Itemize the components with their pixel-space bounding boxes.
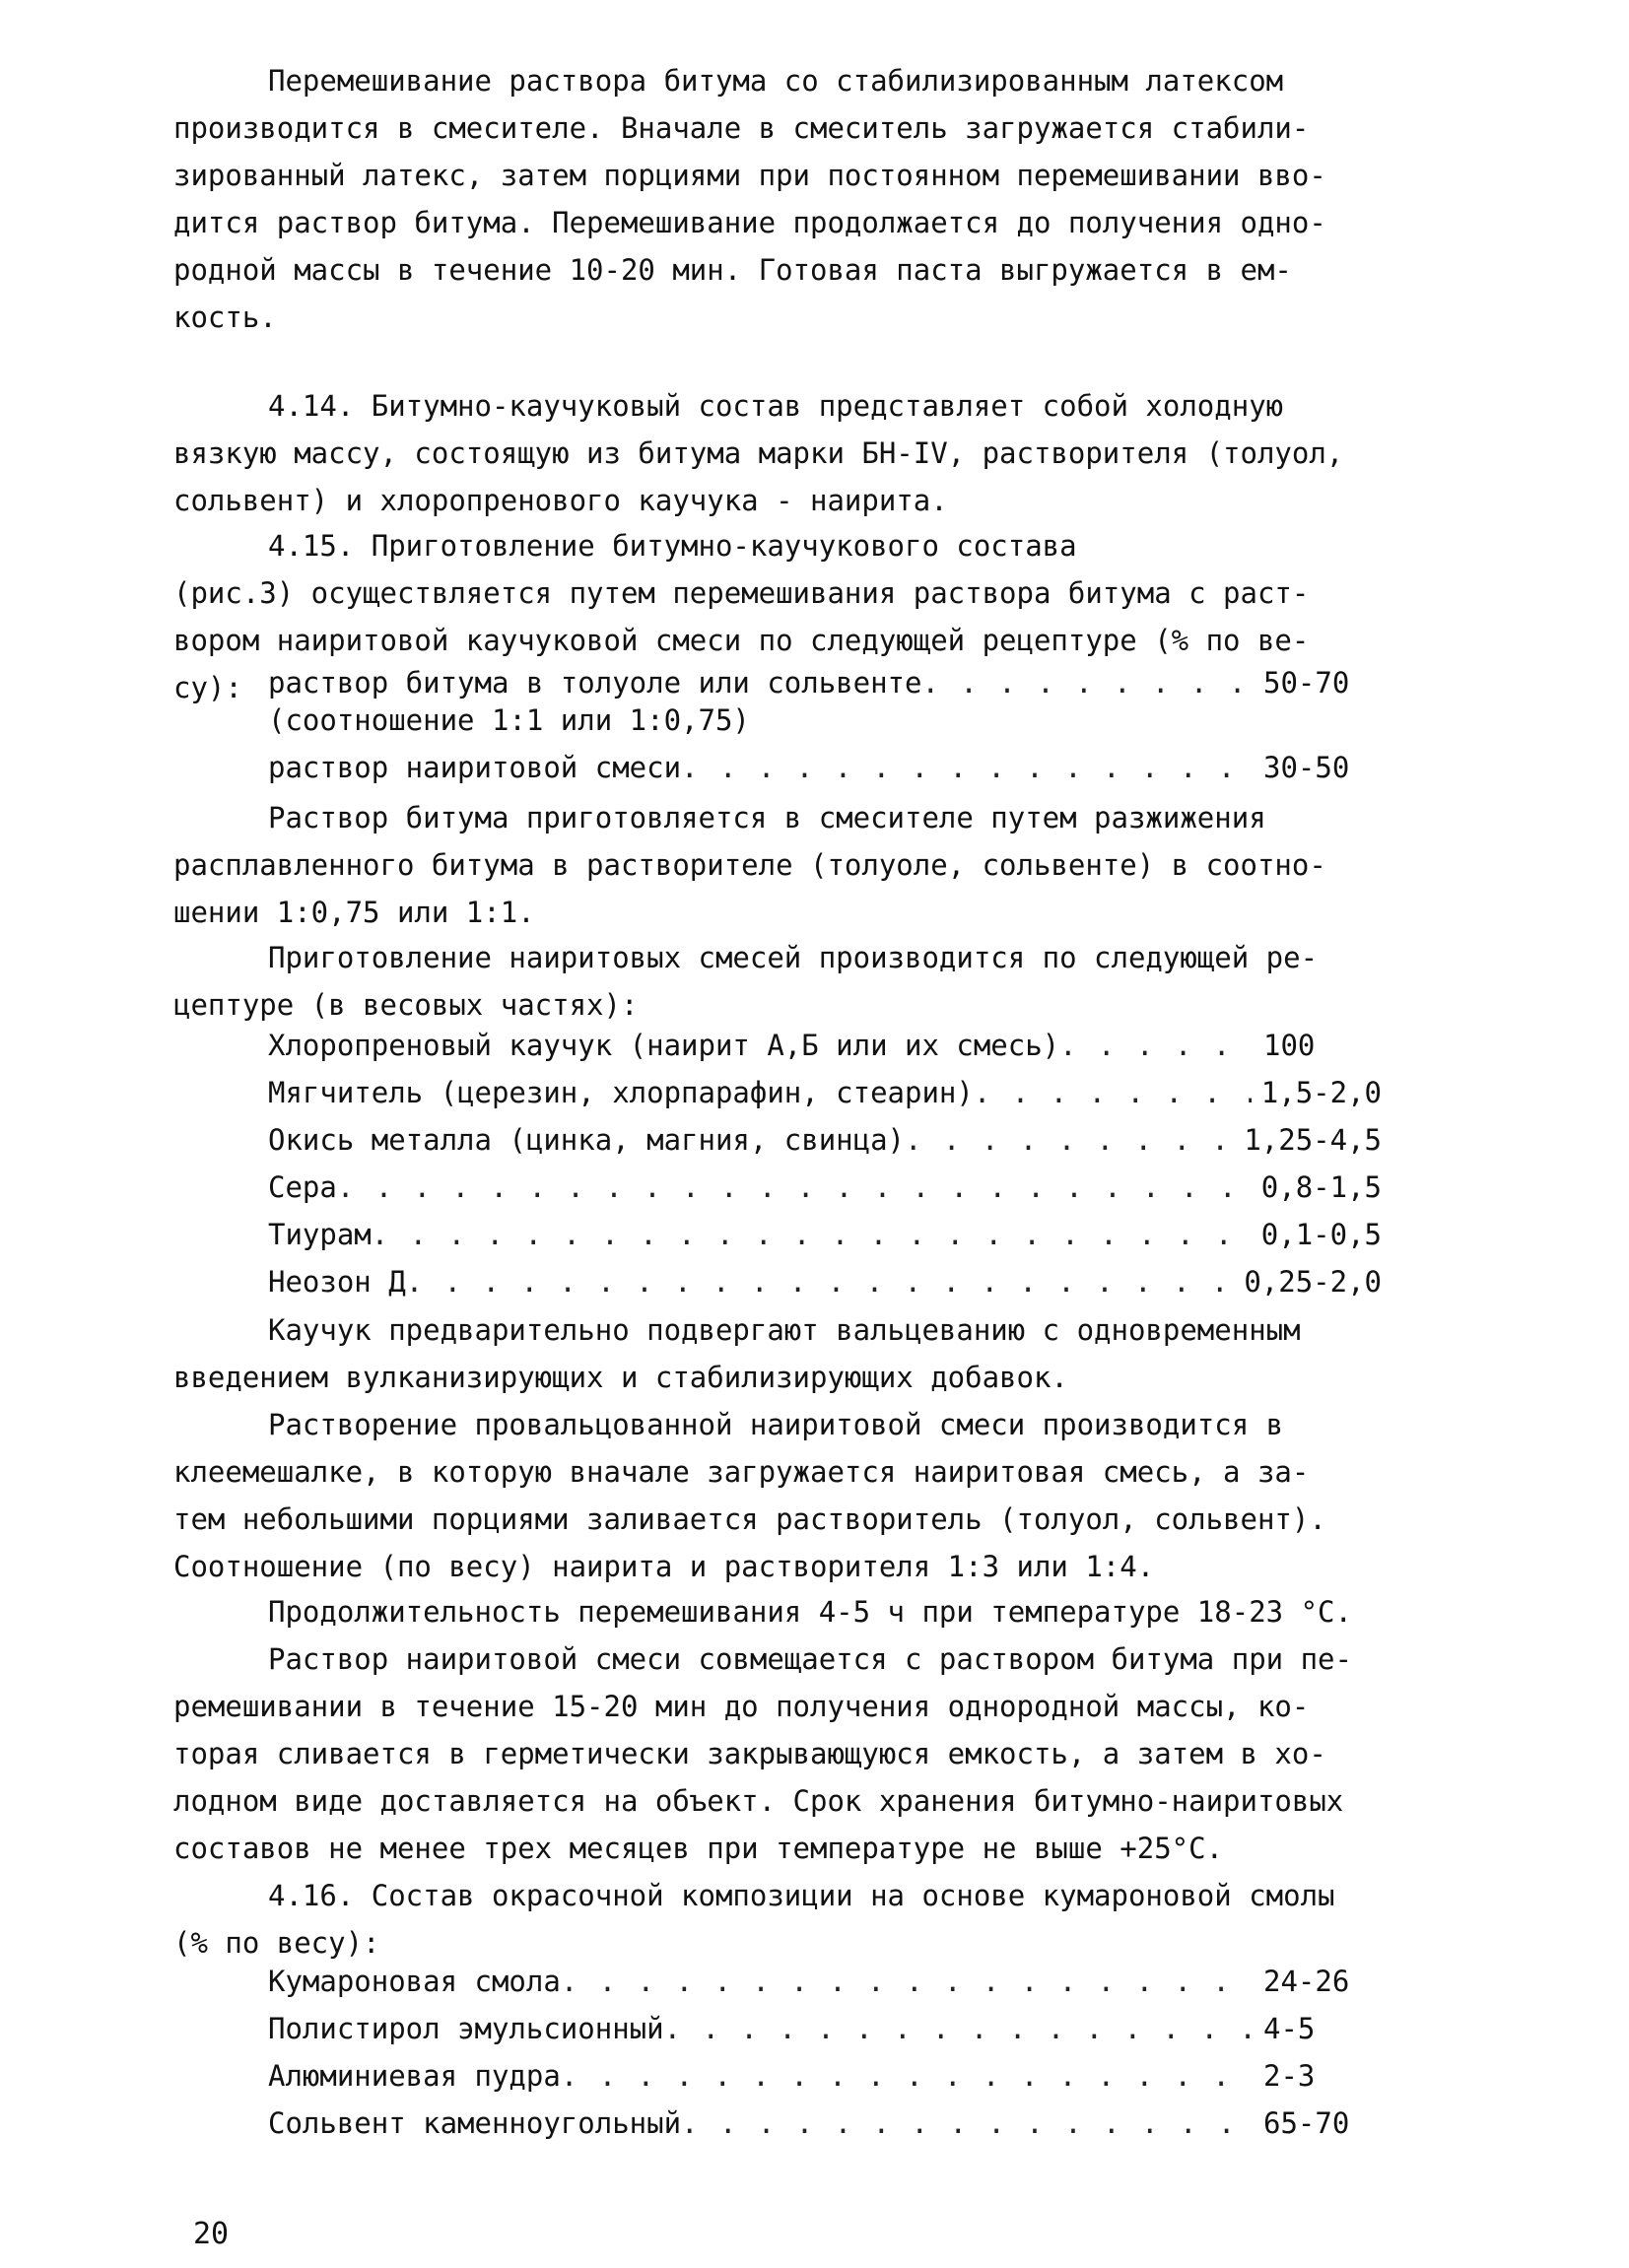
recipe-row-metal-oxide — [268, 1123, 1382, 1163]
text-line: 4.15. Приготовление битумно-каучукового состава — [268, 529, 1077, 563]
recipe-row-aluminum-powder — [268, 2059, 1382, 2099]
leader-dots — [664, 2012, 1254, 2045]
text-line: дится раствор битума. Перемешивание продолжается до получения одно- — [173, 206, 1326, 239]
leader-dots — [905, 1123, 1234, 1157]
recipe-value: 50-70 — [1263, 666, 1350, 700]
text-line: сольвент) и хлоропренового каучука - наирита. — [173, 484, 948, 517]
text-line: вором наиритовой каучуковой смеси по следующей рецептуре (% по ве- — [173, 624, 1310, 657]
nairit-prep-paragraph — [173, 934, 1484, 1029]
leader-dots — [372, 1218, 1252, 1251]
text-line: су): — [173, 671, 242, 704]
recipe-label: Полистирол эмульсионный — [268, 2012, 664, 2045]
rolling-paragraph — [173, 1306, 1484, 1401]
text-line: введением вулканизирующих и стабилизирующих добавок. — [173, 1361, 1068, 1394]
text-line: составов не менее трех месяцев при температуре не выше +25°С. — [173, 1832, 1224, 1865]
text-line: вязкую массу, состоящую из битума марки БН-IV, растворителя (толуол, — [173, 436, 1344, 470]
leader-dots — [974, 1076, 1252, 1109]
recipe-value: 30-50 — [1263, 751, 1350, 784]
recipe-row-sulfur — [268, 1170, 1382, 1210]
text-line: Каучук предварительно подвергают вальцеванию с одновременным — [268, 1313, 1301, 1347]
recipe-value: 65-70 — [1263, 2106, 1350, 2140]
text-line: ремешивании в течение 15-20 мин до получения однородной массы, ко- — [173, 1690, 1310, 1723]
ratio-note: (соотношение 1:1 или 1:0,75) — [268, 703, 750, 737]
recipe-row-bitumen-solution — [268, 666, 1382, 705]
intro-paragraph — [173, 57, 1484, 341]
leader-dots — [406, 1265, 1235, 1299]
recipe-value: 0,25-2,0 — [1244, 1265, 1382, 1299]
page-number: 20 — [193, 2217, 230, 2251]
recipe-label: Неозон Д — [268, 1265, 406, 1299]
recipe-row-coumarone-resin — [268, 1965, 1382, 2004]
leader-dots — [681, 2106, 1254, 2140]
section-4-14-paragraph — [173, 382, 1484, 524]
recipe-row-coal-solvent — [268, 2106, 1382, 2146]
text-line: зированный латекс, затем порциями при постоянном перемешивании вво- — [173, 159, 1326, 192]
text-line: расплавленного битума в растворителе (толуоле, сольвенте) в соотно- — [173, 848, 1326, 882]
text-line: Растворение провальцованной наиритовой смеси производится в — [268, 1408, 1284, 1441]
text-line: Раствор битума приготовляется в смесителе путем разжижения — [268, 801, 1266, 834]
recipe-row-thiuram — [268, 1218, 1382, 1257]
text-line: Соотношение (по весу) наирита и растворителя 1:3 или 1:4. — [173, 1550, 1155, 1583]
text-line: кость. — [173, 300, 277, 334]
recipe-value: 4-5 — [1263, 2012, 1316, 2045]
text-line: торая сливается в герметически закрывающуюся емкость, а затем в хо- — [173, 1737, 1326, 1770]
leader-dots — [681, 751, 1254, 784]
text-line: 4.14. Битумно-каучуковый состав представляет собой холодную — [268, 389, 1284, 423]
recipe-value: 24-26 — [1263, 1965, 1350, 1998]
text-line: производится в смесителе. Вначале в смеситель загружается стабили- — [173, 111, 1310, 145]
text-line: родной массы в течение 10-20 мин. Готовая паста выгружается в ем- — [173, 253, 1292, 287]
text-line: (% по весу): — [173, 1926, 380, 1960]
dissolving-paragraph — [173, 1401, 1484, 1590]
recipe-label: Сольвент каменноугольный — [268, 2106, 682, 2140]
text-line: Раствор наиритовой смеси совмещается с раствором битума при пе- — [268, 1642, 1352, 1676]
leader-dots — [921, 666, 1254, 700]
text-line: 4.16. Состав окрасочной композиции на основе кумароновой смолы — [268, 1879, 1335, 1912]
recipe-label: раствор битума в толуоле или сольвенте — [268, 666, 922, 700]
text-line: Приготовление наиритовых смесей производится по следующей ре- — [268, 941, 1319, 974]
recipe-row-softener — [268, 1076, 1382, 1115]
recipe-label: Тиурам — [268, 1218, 372, 1251]
text-line: (рис.3) осуществляется путем перемешивания раствора битума с раст- — [173, 576, 1310, 610]
leader-dots — [561, 2059, 1254, 2093]
text-line: тем небольшими порциями заливается растворитель (толуол, сольвент). — [173, 1502, 1326, 1536]
recipe-label: Окись металла (цинка, магния, свинца) — [268, 1123, 906, 1157]
recipe-value: 2-3 — [1263, 2059, 1316, 2093]
text-line: цептуре (в весовых частях): — [173, 988, 639, 1022]
recipe-label: Хлоропреновый каучук (наирит А,Б или их смесь) — [268, 1029, 1060, 1062]
recipe-row-chloroprene — [268, 1029, 1382, 1068]
recipe-label: Мягчитель (церезин, хлорпарафин, стеарин) — [268, 1076, 974, 1109]
duration-paragraph — [173, 1588, 1484, 1635]
leader-dots — [561, 1965, 1254, 1998]
bitumen-solution-paragraph — [173, 794, 1484, 936]
text-line: Перемешивание раствора битума со стабилизированным латексом — [268, 64, 1284, 98]
recipe-value: 1,5-2,0 — [1260, 1076, 1382, 1109]
text-line: шении 1:0,75 или 1:1. — [173, 896, 535, 929]
recipe-row-nairit-solution — [268, 751, 1382, 790]
text-line: Продолжительность перемешивания 4-5 ч при температуре 18-23 °С. — [268, 1595, 1352, 1629]
recipe-value: 100 — [1263, 1029, 1316, 1062]
text-line: лодном виде доставляется на объект. Срок хранения битумно-наиритовых — [173, 1784, 1344, 1818]
recipe-value: 1,25-4,5 — [1244, 1123, 1382, 1157]
recipe-value: 0,1-0,5 — [1260, 1218, 1382, 1251]
recipe-label: Алюминиевая пудра — [268, 2059, 561, 2093]
leader-dots — [1059, 1029, 1254, 1062]
section-4-16-paragraph — [173, 1872, 1484, 1967]
recipe-label: Кумароновая смола — [268, 1965, 561, 1998]
text-line: клеемешалке, в которую вначале загружается наиритовая смесь, а за- — [173, 1455, 1310, 1489]
recipe-value: 0,8-1,5 — [1260, 1170, 1382, 1204]
recipe-label: раствор наиритовой смеси — [268, 751, 682, 784]
recipe-label: Сера — [268, 1170, 337, 1204]
leader-dots — [337, 1170, 1252, 1204]
combining-paragraph — [173, 1635, 1484, 1872]
recipe-row-polystyrene — [268, 2012, 1382, 2051]
recipe-row-neozone — [268, 1265, 1382, 1304]
